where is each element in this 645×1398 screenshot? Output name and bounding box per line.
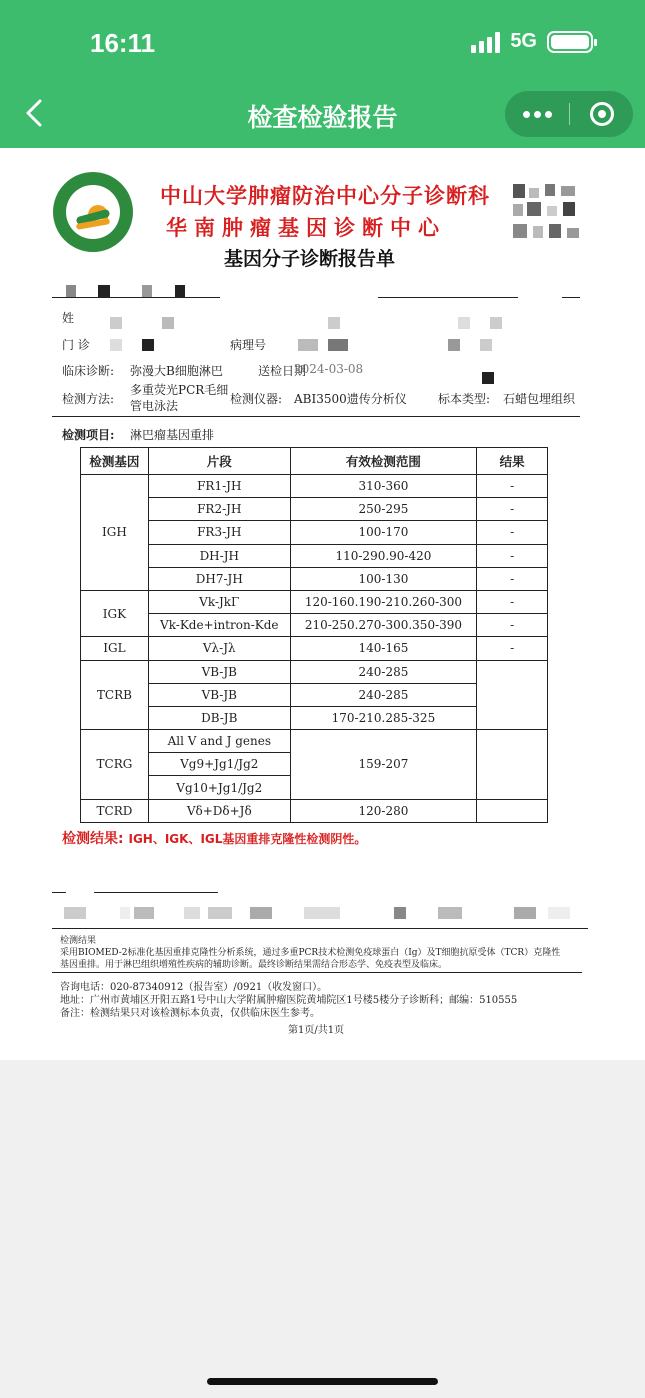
- pathology-label: 病理号: [230, 338, 267, 352]
- result-label: 检测结果:: [62, 831, 124, 847]
- miniprogram-capsule: [505, 91, 633, 137]
- result-cell: [477, 730, 548, 800]
- table-row: [81, 521, 548, 544]
- range-cell: 120-280: [290, 799, 477, 822]
- gene-cell: TCRB: [81, 660, 149, 730]
- method-label: 检测方法:: [62, 392, 115, 406]
- method-note: 采用BIOMED-2标准化基因重排克隆性分析系统，通过多重PCR技术检测免疫球蛋白（Ig）及T细胞抗原受体（TCR）克隆性: [60, 948, 561, 958]
- segment-cell: All V and J genes: [148, 730, 290, 753]
- more-icon[interactable]: [505, 111, 569, 118]
- qr-code-blurred: [513, 184, 583, 244]
- header-segment: 片段: [148, 448, 290, 475]
- gene-cell: IGL: [81, 637, 149, 660]
- table-row: [81, 730, 548, 753]
- contact-phone: 咨询电话：020-87340912（报告室）/0921（收发窗口）。: [60, 982, 328, 993]
- result-cell: -: [477, 498, 548, 521]
- range-cell: 110-290.90-420: [290, 544, 477, 567]
- range-cell: 100-130: [290, 567, 477, 590]
- result-cell: -: [477, 567, 548, 590]
- redacted-info: [110, 339, 510, 351]
- range-cell: 210-250.270-300.350-390: [290, 614, 477, 637]
- page-title: 检查检验报告: [247, 103, 398, 132]
- redacted-info: [482, 372, 494, 384]
- method-value: 多重荧光PCR毛细: [130, 383, 229, 397]
- table-row: [81, 475, 548, 498]
- result-cell: [477, 660, 548, 730]
- diagnosis-value: 弥漫大B细胞淋巴: [130, 364, 223, 378]
- status-time: 16:11: [90, 28, 156, 58]
- close-miniprogram-icon[interactable]: [570, 102, 633, 126]
- range-cell: 310-360: [290, 475, 477, 498]
- segment-cell: DB-JB: [148, 706, 290, 729]
- report-remark: 备注：检测结果只对该检测标本负责，仅供临床医生参考。: [60, 1008, 320, 1019]
- result-value: IGH、IGK、IGL基因重排克隆性检测阴性。: [128, 832, 367, 846]
- divider-line: [94, 892, 218, 893]
- segment-cell: Vg9+Jg1/Jg2: [148, 753, 290, 776]
- segment-cell: Vk-JkΓ: [148, 590, 290, 613]
- table-row: [81, 498, 548, 521]
- segment-cell: FR1-JH: [148, 475, 290, 498]
- network-type: 5G: [510, 30, 537, 52]
- segment-cell: Vg10+Jg1/Jg2: [148, 776, 290, 799]
- header-range: 有效检测范围: [290, 448, 477, 475]
- method-note-cont: 基因重排。用于淋巴组织增殖性疾病的辅助诊断。最终诊断结果需结合形态学、免疫表型及临床。: [60, 960, 448, 970]
- result-cell: -: [477, 475, 548, 498]
- method-value-cont: 管电泳法: [130, 399, 179, 413]
- clinic-label: 门 诊: [62, 338, 90, 352]
- range-cell: 100-170: [290, 521, 477, 544]
- project-label: 检测项目:: [62, 428, 115, 442]
- institution-name: 中山大学肿瘤防治中心分子诊断科: [160, 184, 490, 208]
- gene-cell: IGH: [81, 475, 149, 591]
- project-value: 淋巴瘤基因重排: [130, 428, 215, 442]
- table-row: [81, 544, 548, 567]
- divider-line: [562, 297, 580, 298]
- institution-subname: 华南肿瘤基因诊断中心: [166, 216, 446, 240]
- header-gene: 检测基因: [81, 448, 149, 475]
- table-row: [81, 614, 548, 637]
- specimen-value: 石蜡包埋组织: [503, 392, 576, 406]
- table-row: [81, 660, 548, 683]
- gene-cell: IGK: [81, 590, 149, 636]
- range-cell: 170-210.285-325: [290, 706, 477, 729]
- divider-line: [52, 972, 582, 973]
- result-cell: -: [477, 521, 548, 544]
- redacted-info: [110, 317, 510, 329]
- divider-line: [52, 416, 580, 417]
- table-row: [81, 567, 548, 590]
- redacted-signature: [64, 907, 574, 919]
- table-row: [81, 637, 548, 660]
- status-icons: [471, 30, 593, 53]
- segment-cell: Vk-Kde+intron-Kde: [148, 614, 290, 637]
- method-note-label: 检测结果: [60, 936, 97, 946]
- diagnosis-label: 临床诊断:: [62, 364, 115, 378]
- table-header: [81, 448, 548, 475]
- gene-rearrangement-table: [80, 447, 548, 823]
- range-cell: 240-285: [290, 660, 477, 683]
- divider-line: [52, 297, 220, 298]
- segment-cell: FR2-JH: [148, 498, 290, 521]
- segment-cell: VB-JB: [148, 683, 290, 706]
- segment-cell: DH7-JH: [148, 567, 290, 590]
- range-cell: 240-285: [290, 683, 477, 706]
- instrument-value: ABI3500遗传分析仪: [294, 392, 407, 406]
- segment-cell: Vδ+Dδ+Jδ: [148, 799, 290, 822]
- app-header: [0, 0, 645, 148]
- segment-cell: VB-JB: [148, 660, 290, 683]
- submit-date-value: 2024-03-08: [294, 362, 364, 376]
- segment-cell: FR3-JH: [148, 521, 290, 544]
- hospital-logo: [53, 172, 133, 252]
- range-cell: 250-295: [290, 498, 477, 521]
- segment-cell: Vλ-Jλ: [148, 637, 290, 660]
- instrument-label: 检测仪器:: [230, 392, 283, 406]
- divider-line: [378, 297, 518, 298]
- segment-cell: DH-JH: [148, 544, 290, 567]
- contact-address: 地址：广州市黄埔区开阳五路1号中山大学附属肿瘤医院黄埔院区1号楼5楼分子诊断科；邮编：510555: [60, 995, 518, 1006]
- result-cell: -: [477, 614, 548, 637]
- range-cell: 159-207: [290, 730, 477, 800]
- gene-cell: TCRG: [81, 730, 149, 800]
- name-label: 姓: [62, 311, 75, 325]
- battery-icon: [547, 31, 593, 53]
- table-row: [81, 799, 548, 822]
- result-cell: -: [477, 544, 548, 567]
- range-cell: 120-160.190-210.260-300: [290, 590, 477, 613]
- divider-line: [52, 892, 66, 893]
- result-cell: -: [477, 590, 548, 613]
- signal-icon: [471, 31, 500, 53]
- result-conclusion: [62, 828, 366, 848]
- submit-date-label: 送检日期: [258, 364, 307, 378]
- report-title: 基因分子诊断报告单: [224, 248, 396, 270]
- range-cell: 140-165: [290, 637, 477, 660]
- gene-cell: TCRD: [81, 799, 149, 822]
- header-result: 结果: [477, 448, 548, 475]
- divider-line: [52, 928, 588, 929]
- home-indicator[interactable]: [207, 1378, 438, 1385]
- redacted-info: [60, 285, 210, 297]
- page-number: 第1页/共1页: [288, 1025, 345, 1036]
- result-cell: [477, 799, 548, 822]
- result-cell: -: [477, 637, 548, 660]
- specimen-label: 标本类型:: [438, 392, 491, 406]
- table-row: [81, 590, 548, 613]
